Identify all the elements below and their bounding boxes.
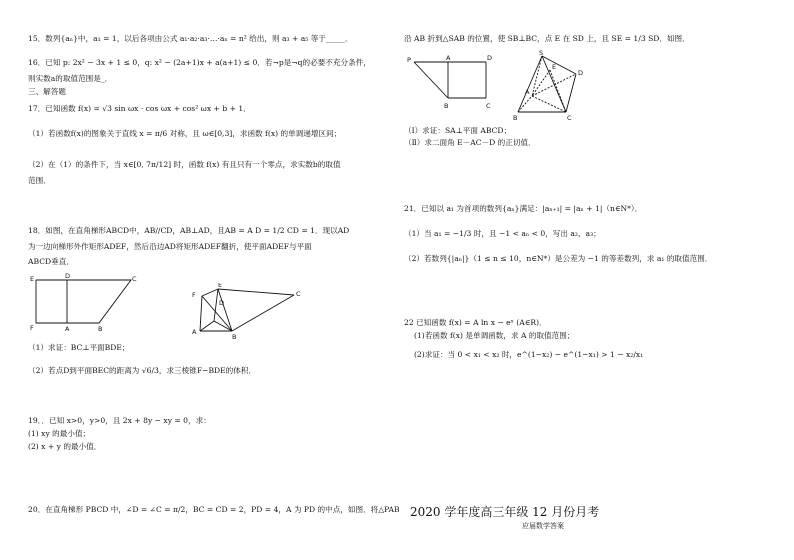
question-22-line-3: (2)求证：当 0 < x₁ < x₂ 时，e^(1−x₂) − e^(1−x₁) > 1 − x₂/x₁ [414,350,644,359]
fig20-solid-label-b: B [513,114,518,122]
fig20-solid-label-c: C [567,114,572,122]
fig18-solid-label-b: B [232,333,237,341]
figure-18-solid [188,283,323,343]
figure-20-plane [404,52,504,114]
question-18-line-1: 18．如图，在直角梯形ABCD中，AB//CD，AB⊥AD，且AB = A D = 1/2 CD = 1．现以AD [28,226,350,235]
question-15: 15．数列{aₙ}中，a₁ = 1，以后各项由公式 a₁·a₂·a₃·…·aₙ = n² 给出，则 a₃ + a₅ 等于_____． [28,34,353,43]
fig20-label-p: P [407,56,411,64]
question-20-part-2: （Ⅱ）求二面角 E－AC－D 的正切值． [404,138,536,147]
question-20-continued: 沿 AB 折到△SAB 的位置，使 SB⊥BC，点 E 在 SD 上，且 SE = 1/3 SD．如图． [404,34,690,43]
fig20-label-d: D [487,54,493,62]
fig20-solid-label-e: E [552,63,557,71]
question-16-line-1: 16．已知 p: 2x² − 3x + 1 ≤ 0，q: x² − (2a+1)x + a(a+1) ≤ 0．若¬p是¬q的必要不充分条件， [28,58,371,67]
figure-20-solid [512,50,592,122]
question-19-line-1: 19．．已知 x>0，y>0，且 2x + 8y − xy = 0，求： [28,416,211,425]
fig20-label-b: B [444,102,449,110]
fig20-solid-label-a: A [525,88,530,96]
question-18-part-1: （1）求证：BC⊥平面BDE； [28,343,130,352]
fig18-label-d: D [65,272,71,280]
fig20-solid-label-d: D [578,69,584,77]
question-19-line-2: (1) xy 的最小值； [28,429,91,438]
fig18-label-f: F [30,324,34,332]
fig20-label-c: C [486,102,491,110]
question-21-line-2: （1）当 a₁ = −1/3 时，且 −1 < aₙ < 0，写出 a₂、a₃； [404,229,601,238]
fig18-label-e: E [30,275,35,283]
section-heading: 三、解答题 [28,87,66,96]
question-18-line-2: 为一边向梯形外作矩形ADEF，然后沿边AD将矩形ADEF翻折，使平面ADEF与平面 [28,242,312,251]
question-19-line-3: (2) x + y 的最小值． [28,442,102,451]
fig18-label-b: B [98,325,103,333]
fig18-solid-label-e: E [218,283,223,289]
fig18-solid-label-c: C [296,290,301,298]
question-18-line-3: ABCD垂直． [28,257,74,266]
question-20: 20．在直角梯形 PBCD 中，∠D = ∠C = π/2，BC = CD = 2，PD = 4，A 为 PD 的中点，如图．将△PAB [28,505,400,514]
question-17-line-3: （2）在（1）的条件下，当 x∈[0, 7π/12] 时，函数 f(x) 有且只有一个零点，求实数b的取值 [28,160,341,169]
fig18-label-c: C [132,275,137,283]
question-21-line-1: 21．已知以 a₁ 为首项的数列{aₙ}满足：|aₙ₊₁| = |aₙ + 1|（n∈N*）． [404,204,643,213]
question-21-line-3: （2）若数列{|aₙ|}（1 ≤ n ≤ 10，n∈N*）是公差为 −1 的等差数列，求 a₁ 的取值范围． [404,254,713,263]
page-title: 2020 学年度高三年级 12 月份月考 [410,505,600,519]
page-subtitle: 应届数学答案 [522,522,564,530]
question-17-line-4: 范围． [28,176,51,185]
question-20-part-1: （Ⅰ）求证：SA⊥平面 ABCD； [404,126,512,135]
fig20-solid-label-s: S [539,50,544,57]
question-22-line-2: (1)若函数 f(x) 是单调函数，求 A 的取值范围； [414,331,575,340]
figure-18-plane [28,270,143,335]
fig18-solid-label-d: D [219,299,225,307]
fig18-label-a: A [65,325,70,333]
fig18-solid-label-f: F [192,291,196,299]
fig20-label-a: A [446,54,451,62]
question-17-line-1: 17．已知函数 f(x) = √3 sin ωx · cos ωx + cos² ωx + b + 1． [28,104,251,113]
question-18-part-2: （2）若点D到平面BEC的距离为 √6/3，求三棱锥F−BDE的体积． [28,366,257,375]
fig18-solid-label-a: A [192,328,197,336]
question-22-line-1: 22 已知函数 f(x) = A ln x − eˣ (A∈R)． [404,318,547,327]
question-17-line-2: （1）若函数f(x)的图象关于直线 x = π/6 对称，且 ω∈[0,3]，求函数 f(x) 的单调递增区间； [28,129,342,138]
question-16-line-2: 则实数a的取值范围是_． [28,74,113,83]
